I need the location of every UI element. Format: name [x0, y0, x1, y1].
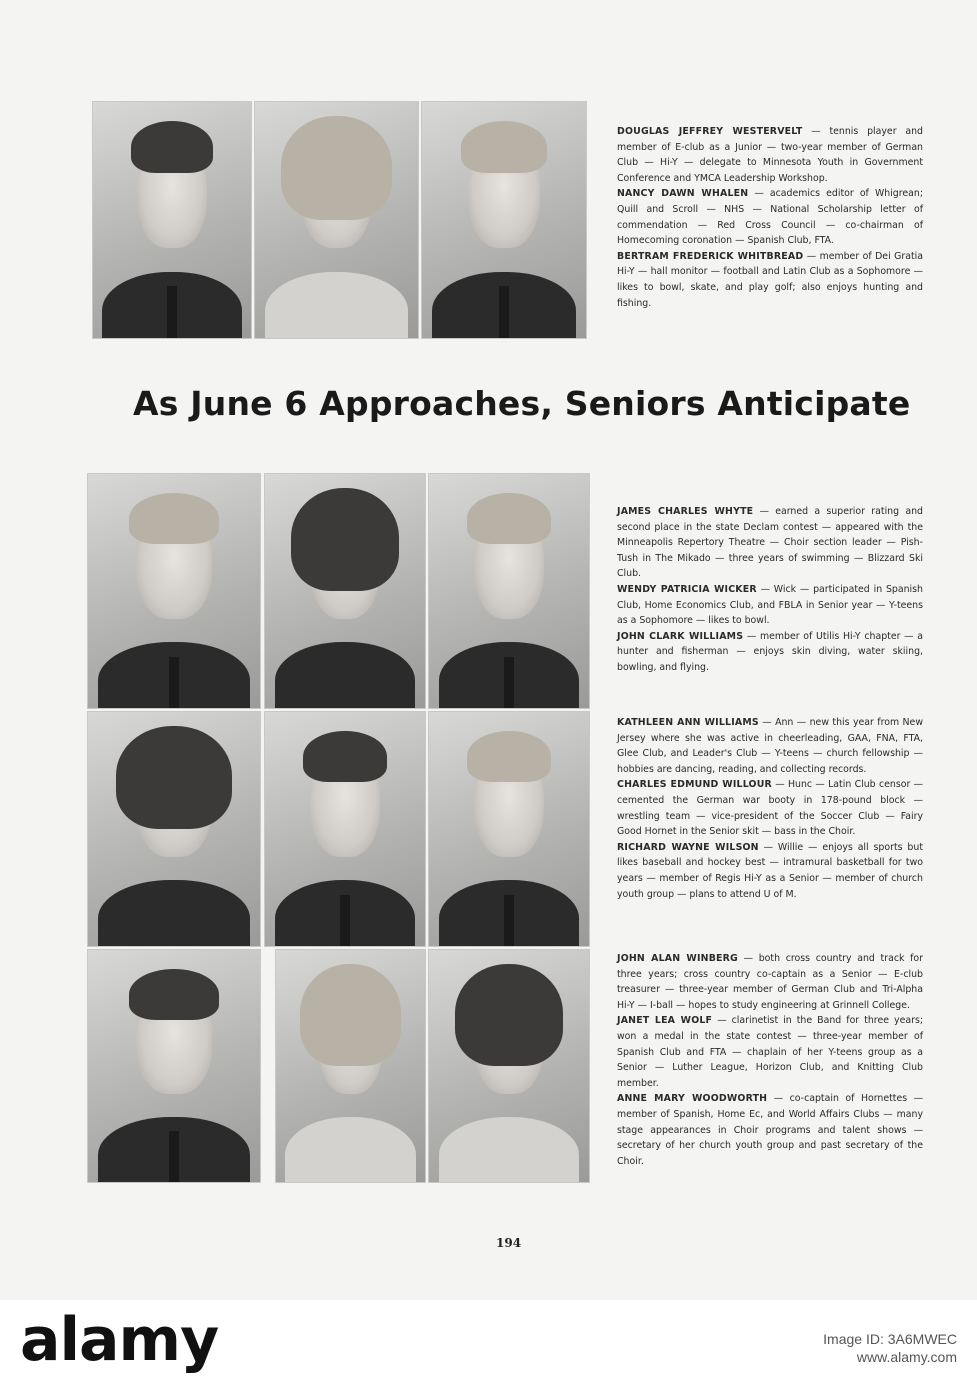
bio-nancy-whalen: NANCY DAWN WHALEN — academics editor of Whigrean; Quill and Scroll — NHS — National Scholarship letter of commendation — Red Cross Council — co-chairman of Homecoming coronation — Spanish Club, FTA.	[617, 188, 923, 247]
portrait-richard-wilson	[428, 711, 590, 947]
portrait-douglas-westervelt	[92, 101, 252, 339]
page-number: 194	[496, 1236, 522, 1250]
bio-john-williams: JOHN CLARK WILLIAMS — member of Utilis Hi-Y chapter — a hunter and fisherman — enjoys skin diving, water skiing, bowling, and flying.	[617, 630, 923, 673]
bio-anne-woodworth: ANNE MARY WOODWORTH — co-captain of Hornettes — member of Spanish, Home Ec, and World Affairs Clubs — many stage appearances in Choir programs and talent shows — secretary of her church youth group and past secretary of the Choir.	[617, 1093, 924, 1167]
watermark-image-id: Image ID: 3A6MWEC	[823, 1331, 957, 1347]
bio-janet-wolf: JANET LEA WOLF — clarinetist in the Band for three years; won a medal in the state contest — three-year member of Spanish Club and FTA — chaplain of her Y-teens group as a Senior — Luther League, Horizon Club, and Knitting Club member.	[617, 1015, 923, 1089]
bio-james-whyte: JAMES CHARLES WHYTE — earned a superior rating and second place in the state Declam contest — appeared with the Minneapolis Repertory Theatre — Choir section leader — Pish-Tush in The Mikado — three years of swimming — Blizzard Ski Club.	[617, 506, 923, 580]
bio-block-row2	[617, 715, 923, 902]
bio-wendy-wicker: WENDY PATRICIA WICKER — Wick — participated in Spanish Club, Home Economics Club, and FBLA in Senior year — Y-teens as a Sophomore — likes to bowl.	[617, 583, 923, 627]
portrait-james-whyte	[87, 473, 261, 709]
portrait-anne-woodworth	[428, 949, 590, 1183]
portrait-kathleen-williams	[87, 711, 261, 947]
bio-block-top	[617, 124, 923, 311]
bio-charles-willour: CHARLES EDMUND WILLOUR — Hunc — Latin Club censor — cemented the German war booty in 178-pound block — wrestling team — vice-president of the Soccer Club — Fairy Good Hornet in the Senior skit — bass in the Choir.	[617, 779, 923, 838]
page-headline: As June 6 Approaches, Seniors Anticipate	[133, 384, 911, 423]
watermark-meta	[823, 1330, 957, 1366]
bio-bertram-whitbread: BERTRAM FREDERICK WHITBREAD — member of Dei Gratia Hi-Y — hall monitor — football and Latin Club as a Sophomore — likes to bowl, skate, and play golf; also enjoys hunting and fishing.	[617, 250, 923, 309]
bio-block-row3	[617, 951, 923, 1169]
bio-kathleen-williams: KATHLEEN ANN WILLIAMS — Ann — new this year from New Jersey where she was active in cheerleading, GAA, FNA, FTA, Glee Club, and Leader's Club — Y-teens — church fellowship — hobbies are dancing, reading, and collecting records.	[617, 717, 923, 775]
portrait-wendy-wicker	[264, 473, 426, 709]
watermark-logo: alamy	[20, 1305, 219, 1375]
bio-richard-wilson: RICHARD WAYNE WILSON — Willie — enjoys all sports but likes baseball and hockey best — intramural basketball for two years — member of Regis Hi-Y as a Senior — member of church youth group — plans to attend U of M.	[617, 841, 923, 900]
watermark-site: www.alamy.com	[856, 1349, 957, 1365]
bio-john-winberg: JOHN ALAN WINBERG — both cross country and track for three years; cross country co-captain as a Senior — E-club treasurer — three-year member of German Club and Tri-Alpha Hi-Y — I-ball — hopes to study engineering at Grinnell College.	[617, 953, 923, 1011]
portrait-janet-wolf	[275, 949, 426, 1183]
bio-block-row1	[617, 504, 923, 676]
portrait-nancy-whalen	[254, 101, 419, 339]
portrait-charles-willour	[264, 711, 426, 947]
portrait-john-williams	[428, 473, 590, 709]
portrait-bertram-whitbread	[421, 101, 587, 339]
bio-douglas-westervelt: DOUGLAS JEFFREY WESTERVELT — tennis player and member of E-club as a Junior — two-year member of German Club — Hi-Y — delegate to Minnesota Youth in Government Conference and YMCA Leadership Workshop.	[617, 126, 923, 184]
portrait-john-winberg	[87, 949, 261, 1183]
